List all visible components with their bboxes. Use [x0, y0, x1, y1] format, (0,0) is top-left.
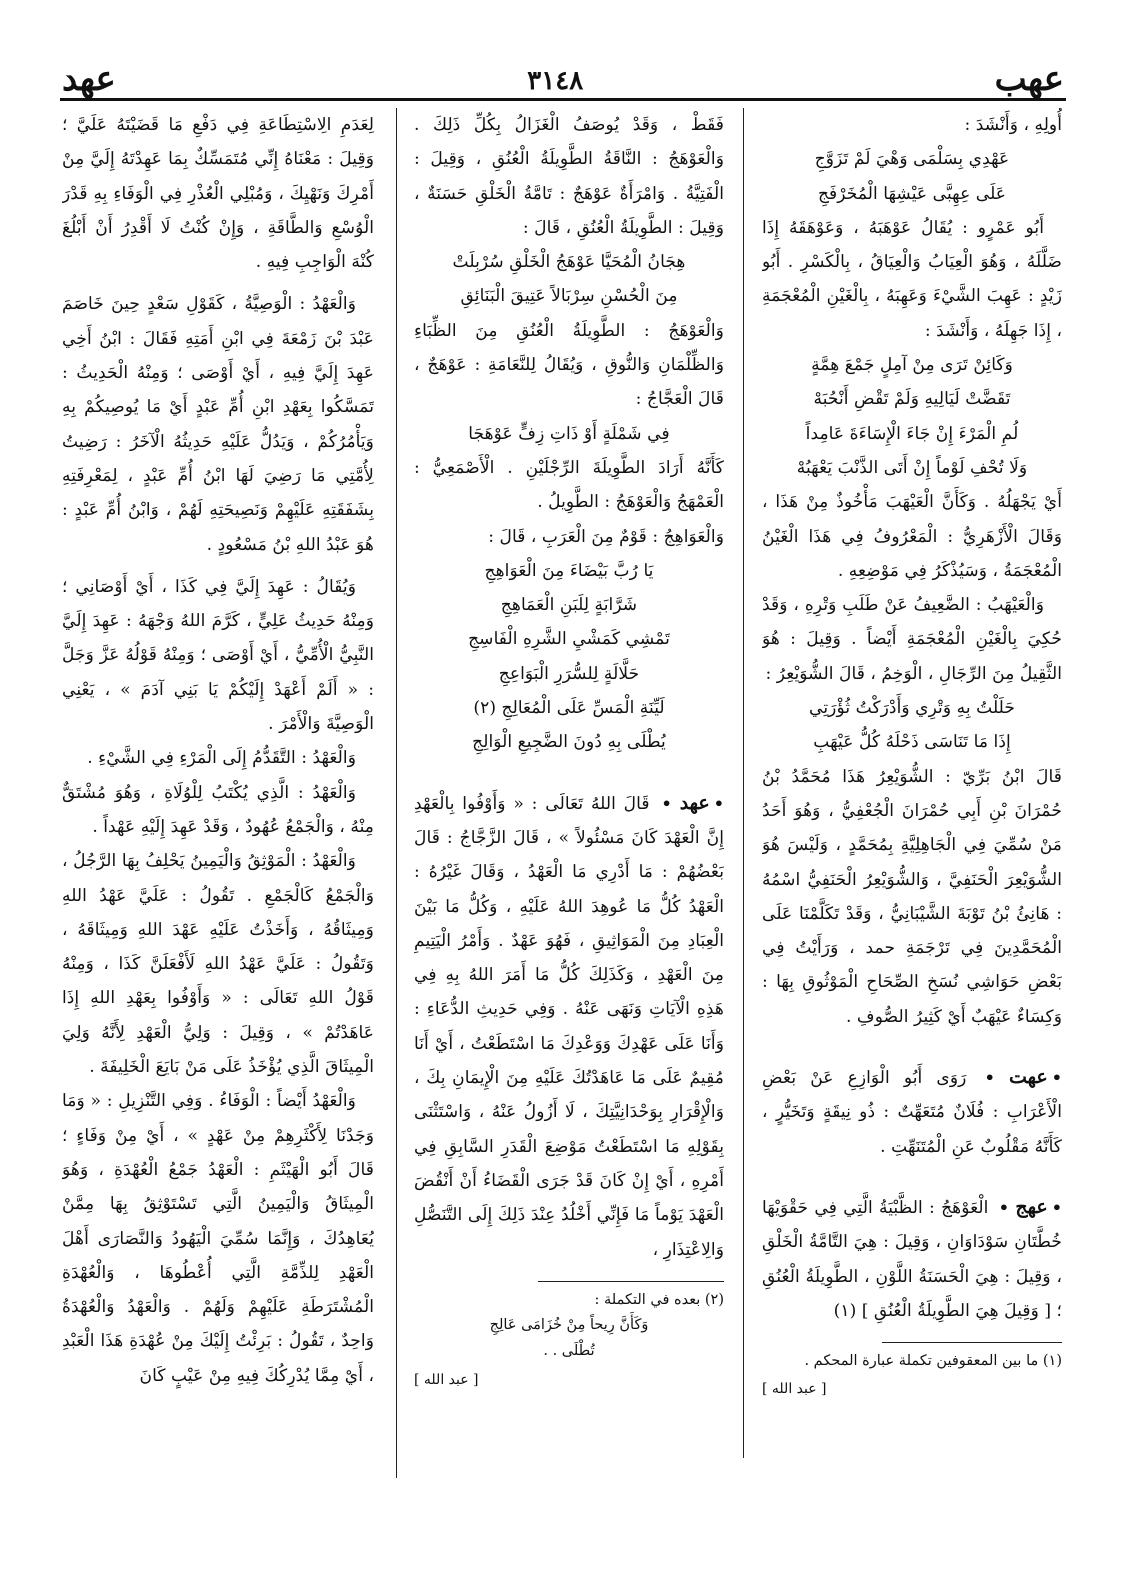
verse-line: يَا رُبَّ بَيْضَاءَ مِنَ الْعَوَاهِجِ — [484, 560, 654, 581]
entry-headword: عهج — [1015, 1195, 1048, 1218]
entry-text: قَالَ اللهُ تَعَالَى : « وَأَوْفُوا بِالْعَهْدِ إِنَّ الْعَهْدَ كَانَ مَسْئُولاً » ، قَالَ الزَّجَّاجُ : قَالَ بَعْضُهُمْ : مَا أَدْرِي مَا الْعَهْدُ ، وَقَالَ غَيْرُهُ : الْعَهْدُ كُلُّ مَا عُوهِدَ اللهُ عَلَيْهِ ، وَكُلُّ مَا بَيْنَ الْعِبَادِ مِنَ الْمَوَاثِيقِ ، فَهُوَ عَهْدٌ . وَأَمْرُ الْيَتِيمِ مِنَ الْعَهْدِ ، وَكَذَلِكَ كُلُّ مَا أَمَرَ اللهُ بِهِ فِي هَذِهِ الْآيَاتِ وَنَهَى عَنْهُ . وَفِي حَدِيثِ الدُّعَاءِ : وَأَنَا عَلَى عَهْدِكَ وَوَعْدِكَ مَا اسْتَطَعْتُ ، أَيْ أَنَا مُقِيمٌ عَلَى مَا عَاهَدْتُكَ عَلَيْهِ مِنَ الْإِيمَانِ بِكَ ، وَالْإِقْرَارِ بِوَحْدَانِيَّتِكَ ، لَا أَزُولُ عَنْهُ ، وَاسْتَثْنَى بِقَوْلِهِ مَا اسْتَطَعْتُ مَوْضِعَ الْقَدَرِ السَّابِقِ فِي أَمْرِهِ ، أَيْ إِنْ كَانَ قَدْ جَرَى الْقَضَاءُ أَنْ أَنْقُضَ الْعَهْدَ يَوْماً مَا فَإِنِّي أَخْلُدُ عِنْدَ ذَلِكَ إِلَى التَّنَصُّلِ وَالِاعْتِذَارِ ، — [414, 793, 724, 1260]
footnote: (١) ما بين المعقوفين تكملة عبارة المحكم . — [804, 1353, 1062, 1370]
verse — [414, 417, 724, 451]
editor-signature: [ عبد الله ] — [762, 1381, 827, 1398]
page-number: ٣١٤٨ — [527, 66, 584, 96]
header-right-word: عهب — [994, 59, 1064, 99]
paragraph: وَالْعَوَاهِجُ : قَوْمٌ مِنَ الْعَرَبِ ، قَالَ : — [488, 526, 724, 547]
column-left — [62, 108, 374, 1478]
dictionary-entry: •عهد • قَالَ اللهُ تَعَالَى : « وَأَوْفُوا بِالْعَهْدِ إِنَّ الْعَهْدَ كَانَ مَسْئُولاً » ، قَالَ الزَّجَّاجُ : قَالَ بَعْضُهُمْ : مَا أَدْرِي مَا الْعَهْدُ ، وَقَالَ غَيْرُهُ : الْعَهْدُ كُلُّ مَا عُوهِدَ اللهُ عَلَيْهِ ، وَكُلُّ مَا بَيْنَ الْعِبَادِ مِنَ الْمَوَاثِيقِ ، فَهُوَ عَهْدٌ . وَأَمْرُ الْيَتِيمِ مِنَ الْعَهْدِ ، وَكَذَلِكَ كُلُّ مَا أَمَرَ اللهُ بِهِ فِي هَذِهِ الْآيَاتِ وَنَهَى عَنْهُ . وَفِي حَدِيثِ الدُّعَاءِ : وَأَنَا عَلَى عَهْدِكَ وَوَعْدِكَ مَا اسْتَطَعْتُ ، أَيْ أَنَا مُقِيمٌ عَلَى مَا عَاهَدْتُكَ عَلَيْهِ مِنَ الْإِيمَانِ بِكَ ، وَالْإِقْرَارِ بِوَحْدَانِيَّتِكَ ، لَا أَزُولُ عَنْهُ ، وَاسْتَثْنَى بِقَوْلِهِ مَا اسْتَطَعْتُ مَوْضِعَ الْقَدَرِ السَّابِقِ فِي أَمْرِهِ ، أَيْ إِنْ كَانَ قَدْ جَرَى الْقَضَاءُ أَنْ أَنْقُضَ الْعَهْدَ يَوْماً مَا فَإِنِّي أَخْلُدُ عِنْدَ ذَلِكَ إِلَى التَّنَصُّلِ وَالِاعْتِذَارِ ، — [414, 791, 724, 1260]
paragraph: فَقَطْ ، وَقَدْ يُوصَفُ الْغَزَالُ بِكُلِّ ذَلِكَ . وَالْعَوْهَجُ : النَّاقَةُ الطَّوِيلَةُ الْعُنُقِ ، وَقِيلَ : الْفَتِيَّةُ . وَامْرَأَةٌ عَوْهَجٌ : تَامَّةُ الْخَلْقِ حَسَنَةٌ ، وَقِيلَ : الطَّوِيلَةُ الْعُنُقِ ، قَالَ : — [414, 115, 724, 238]
paragraph: أُولِهِ ، وَأَنْشَدَ : — [964, 115, 1062, 135]
entry-headword: عهت — [1009, 1066, 1048, 1089]
verse-line: حَلَّالَةٍ لِلسُّرَرِ الْبَوَاعِجِ — [498, 663, 640, 684]
verse-line: تَقَضَّتْ لَيَالِيهِ وَلَمْ تَقْضِ أَنْحُبَهْ — [813, 389, 1011, 410]
verse-line: وَكَائِنْ تَرَى مِنْ آمِلٍ جَمْعَ هِمَّةٍ — [811, 355, 1013, 376]
verse — [762, 142, 1062, 211]
verse-line: فِي شَمْلَةٍ أَوْ ذَاتِ زِفٍّ عَوْهَجَا — [468, 423, 670, 444]
verse-line: وَلَا تُحْفِ لَوْماً إِنْ أَتَى الذَّنْبَ يَعْهَبُهْ — [796, 457, 1028, 478]
paragraph: وَالْعَيْهَبُ : الضَّعِيفُ عَنْ طَلَبِ وَتْرِهِ ، وَقَدْ حُكِيَ بِالْغَيْنِ الْمُعْجَمَةِ أَيْضاً . وَقِيلَ : هُوَ الثَّقِيلُ مِنَ الرِّجَالِ ، الْوَخِمُ ، قَالَ الشُّوَيْعِرُ : — [762, 595, 1062, 684]
verse-line: عَلَى عِهِبَّى عَيْشِهَا الْمُخَرْفَجِ — [817, 183, 1007, 204]
paragraph: أَيْ يَجْهَلُهُ . وَكَأَنَّ الْعَيْهَبَ مَأْخُوذٌ مِنْ هَذَا ، وَقَالَ الْأَزْهَرِيُّ : الْمَعْرُوفُ فِي هَذَا الْغَيْنُ الْمُعْجَمَةُ ، وَسَيُذْكَرُ فِي مَوْضِعِهِ . — [762, 492, 1062, 581]
paragraph: أَبُو عَمْرٍو : يُقَالُ عَوْهَبَهُ ، وَعَوْهَقَهُ إِذَا ضَلَّلَهُ ، وَهُوَ الْعِيَابُ وَالْعِيَاقُ ، بِالْكَسْرِ . أَبُو زَيْدٍ : عَهِبَ الشَّيْءَ وَعَهِبَهُ ، بِالْغَيْنِ الْمُعْجَمَةِ ، إِذَا جَهِلَهُ ، وَأَنْشَدَ : — [762, 217, 1062, 341]
verse-line: عَهْدِي بِسَلْمَى وَهْيَ لَمْ تَزَوَّجِ — [814, 149, 1010, 170]
paragraph: وَالْعَهْدُ أَيْضاً : الْوَفَاءُ . وَفِي التَّنْزِيلِ : « وَمَا وَجَدْنَا لِأَكْثَرِهِمْ مِنْ عَهْدٍ » ، أَيْ مِنْ وَفَاءٍ ؛ قَالَ أَبُو الْهَيْثَمِ : الْعَهْدُ جَمْعُ الْعُهْدَةِ ، وَهُوَ الْمِيثَاقُ وَالْيَمِينُ الَّتِي تَسْتَوْثِقُ بِهَا مِمَّنْ يُعَاهِدُكَ ، وَإِنَّمَا سُمِّيَ الْيَهُودُ وَالنَّصَارَى أَهْلَ الْعَهْدِ لِلذِّمَّةِ الَّتِي أُعْطُوهَا ، وَالْعُهْدَةِ الْمُشْتَرَطَةِ عَلَيْهِمْ وَلَهُمْ . وَالْعَهْدُ وَالْعُهْدَةُ وَاحِدٌ ، تَقُولُ : بَرِئْتُ إِلَيْكَ مِنْ عُهْدَةِ هَذَا الْعَبْدِ ، أَيْ مِمَّا يُدْرِكُكَ فِيهِ مِنْ عَيْبٍ كَانَ — [62, 1091, 374, 1386]
verse-line: تَمْشِي كَمَشْيِ الشَّرِهِ الْفَاسِجِ — [468, 629, 670, 650]
column-divider-right — [743, 108, 744, 1458]
dictionary-entry: •عهت • رَوَى أَبُو الْوَازِعِ عَنْ بَعْضِ الْأَعْرَابِ : فُلَانٌ مُتَعَهِّتٌ : ذُو نِيقَةٍ وَتَخَيُّرٍ ، كَأَنَّهُ مَقْلُوبٌ عَنِ الْمُتَنَهِّتِ . — [762, 1066, 1062, 1157]
paragraph: وَالْعَهْدُ : الَّذِي يُكْتَبُ لِلْوُلَاةِ ، وَهُوَ مُشْتَقٌّ مِنْهُ ، وَالْجَمْعُ عُهُودٌ ، وَقَدْ عَهِدَ إِلَيْهِ عَهْداً . — [62, 782, 374, 837]
editor-signature: [ عبد الله ] — [414, 1371, 479, 1388]
entry-bullet: • — [713, 793, 724, 813]
verse — [762, 691, 1062, 760]
footnote: (٢) بعده في التكملة : — [594, 1291, 724, 1308]
paragraph: وَالْعَهْدُ : الْوَصِيَّةُ ، كَقَوْلِ سَعْدٍ حِينَ خَاصَمَ عَبْدَ بْنَ زَمْعَةَ فِي ابْنِ أَمَتِهِ فَقَالَ : ابْنُ أَخِي عَهِدَ إِلَيَّ فِيهِ ، أَيْ أَوْصَى ؛ وَمِنْهُ الْحَدِيثُ : تَمَسَّكُوا بِعَهْدِ ابْنِ أُمِّ عَبْدٍ أَيْ مَا يُوصِيكُمْ بِهِ وَيَأْمُرُكُمْ ، وَيَدُلُّ عَلَيْهِ حَدِيثُهُ الْآخَرُ : رَضِيتُ لِأُمَّتِي مَا رَضِيَ لَهَا ابْنُ أُمِّ عَبْدٍ ، لِمَعْرِفَتِهِ بِشَفَقَتِهِ عَلَيْهِمْ وَنَصِيحَتِهِ لَهُمْ ، وَابْنُ أُمِّ عَبْدٍ : هُوَ عَبْدُ اللهِ بْنُ مَسْعُودٍ . — [62, 294, 374, 555]
paragraph: وَالْعَهْدُ : التَّقَدُّمُ إِلَى الْمَرْءِ فِي الشَّيْءِ . — [87, 748, 356, 769]
verse-line: لَيِّنَةِ الْمَسِّ عَلَى الْمُعَالِجِ (٢) — [473, 698, 665, 719]
paragraph: وَالْعَوْهَجُ : الطَّوِيلَةُ الْعُنُقِ مِنَ الظِّبَاءِ وَالظِّلْمَانِ وَالنُّوقِ ، وَيُقَالُ لِلنَّعَامَةِ : عَوْهَجٌ ، قَالَ الْعَجَّاجُ : — [414, 320, 724, 410]
paragraph: قَالَ ابْنُ بَرِّيّ : الشُّوَيْعِرُ هَذَا مُحَمَّدُ بْنُ حُمْرَانَ بْنِ أَبِي حُمْرَانَ الْجُعْفِيُّ ، وَهُوَ أَحَدُ مَنْ سُمِّيَ فِي الْجَاهِلِيَّةِ بِمُحَمَّدٍ ، وَلَيْسَ هُوَ الشُّوَيْعِرَ الْحَنَفِيَّ ، وَالشُّوَيْعِرُ الْحَنَفِيُّ اسْمُهُ : هَانِئُ بْنُ تَوْبَةَ الشَّيْبَانِيُّ ، وَقَدْ تَكَلَّمْنَا عَلَى الْمُحَمَّدِينَ فِي تَرْجَمَةِ حمد ، وَرَأَيْتُ فِي بَعْضِ حَوَاشِي نُسَخِ الصِّحَاحِ الْمَوْثُوقِ بِهَا : وَكِسَاءٌ عَيْهَبٌ أَيْ كَثِيرُ الصُّوفِ . — [762, 766, 1062, 1027]
verse-line: لُمِ الْمَرْءَ إِنْ جَاءَ الْإِسَاءَةَ عَامِداً — [805, 423, 1019, 444]
verse — [414, 554, 724, 760]
paragraph: كَأَنَّهُ أَرَادَ الطَّوِيلَةَ الرِّجْلَيْنِ . الْأَصْمَعِيُّ : الْعَمْهَجُ وَالْعَوْهَجُ : الطَّوِيلُ . — [414, 457, 724, 513]
verse-line: شَرَّابَةٍ لِلَبَنِ الْعَمَاهِجِ — [500, 595, 638, 616]
verse — [414, 245, 724, 314]
entry-headword: عهد — [679, 791, 710, 814]
verse-line: إِذَا مَا تَنَاسَى ذَحْلَهُ كُلُّ عَيْهَبِ — [813, 732, 1011, 753]
verse-line: هِجَانُ الْمُحَيَّا عَوْهَجُ الْخَلْقِ سُرْبِلَتْ — [452, 252, 686, 273]
paragraph: وَيُقَالُ : عَهِدَ إِلَيَّ فِي كَذَا ، أَيْ أَوْصَانِي ؛ وَمِنْهُ حَدِيثُ عَلِيٍّ ، كَرَّمَ اللهُ وَجْهَهُ : عَهِدَ إِلَيَّ النَّبِيُّ الْأُمِّيُّ ، أَيْ أَوْصَى ؛ وَمِنْهُ قَوْلُهُ عَزَّ وَجَلَّ : « أَلَمْ أَعْهَدْ إِلَيْكُمْ يَا بَنِي آدَمَ » ، يَعْنِي الْوَصِيَّةَ وَالْأَمْرَ . — [62, 576, 374, 735]
footnote-rule — [538, 1281, 724, 1282]
verse-line: حَلَلْتُ بِهِ وَتْرِي وَأَدْرَكْتُ ثُؤْرَتِي — [809, 698, 1015, 719]
verse-line: يُطْلَى بِهِ دُونَ الضَّجِيعِ الْوَالِجِ — [472, 732, 666, 753]
entry-bullet: • — [1051, 1197, 1062, 1217]
entry-text: رَوَى أَبُو الْوَازِعِ عَنْ بَعْضِ الْأَعْرَابِ : فُلَانٌ مُتَعَهِّتٌ : ذُو نِيقَةٍ وَتَخَيُّرٍ ، كَأَنَّهُ مَقْلُوبٌ عَنِ الْمُتَنَهِّتِ . — [762, 1068, 1062, 1157]
dictionary-entry: •عهج • الْعَوْهَجُ : الظَّبْيَةُ الَّتِي فِي حَقْوَيْهَا خُطَّتَانِ سَوْدَاوَانِ ، وَقِيلَ : هِيَ التَّامَّةُ الْخَلْقِ ، وَقِيلَ : هِيَ الْحَسَنَةُ اللَّوْنِ ، الطَّوِيلَةُ الْعُنُقِ ؛ [ وَقِيلَ هِيَ الطَّوِيلَةُ الْعُنُقِ ] (١) — [762, 1195, 1062, 1321]
column-divider-left — [396, 108, 397, 1478]
entry-bullet: • — [1051, 1068, 1062, 1088]
page-header — [62, 52, 1064, 99]
footnote-rule — [882, 1342, 1062, 1343]
verse — [762, 348, 1062, 485]
footnote-verse: وَكَأَنَّ رِيحاً مِنْ خُزَامَى عَالِجِ — [489, 1316, 649, 1333]
paragraph: وَالْعَهْدُ : الْمَوْثِقُ وَالْيَمِينُ يَحْلِفُ بِهَا الرَّجُلُ ، وَالْجَمْعُ كَالْجَمْعِ . تَقُولُ : عَلَيَّ عَهْدُ اللهِ وَمِيثَاقُهُ ، وَأَخَذْتُ عَلَيْهِ عَهْدَ اللهِ وَمِيثَاقَهُ ، وَتَقُولُ : عَلَيَّ عَهْدُ اللهِ لَأَفْعَلَنَّ كَذَا ، وَمِنْهُ قَوْلُ اللهِ تَعَالَى : « وَأَوْفُوا بِعَهْدِ اللهِ إِذَا عَاهَدْتُمْ » ، وَقِيلَ : وَلِيُّ الْعَهْدِ لِأَنَّهُ وَلِيَ الْمِيثَاقَ الَّذِي يُؤْخَذُ عَلَى مَنْ بَايَعَ الْخَلِيفَةَ . — [62, 851, 374, 1078]
verse-line: مِنَ الْحُسْنِ سِرْبَالاً عَتِيقَ الْبَنَائِقِ — [460, 286, 678, 307]
header-left-word: عهد — [62, 59, 116, 99]
header-rule — [60, 98, 1066, 101]
paragraph: لِعَدَمِ الِاسْتِطَاعَةِ فِي دَفْعِ مَا قَضَيْتَهُ عَلَيَّ ؛ وَقِيلَ : مَعْنَاهُ إِنِّي مُتَمَسِّكٌ بِمَا عَهِدْتَهُ إِلَيَّ مِنْ أَمْرِكَ وَنَهْيِكَ ، وَمُبْلِي الْعُذْرِ فِي الْوَفَاءِ بِهِ قَدْرَ الْوُسْعِ وَالطَّاقَةِ ، وَإِنْ كُنْتُ لَا أَقْدِرُ أَنْ أَبْلُغَ كُنْهَ الْوَاجِبِ فِيهِ . — [62, 115, 374, 273]
column-middle — [414, 108, 724, 1448]
entry-text: الْعَوْهَجُ : الظَّبْيَةُ الَّتِي فِي حَقْوَيْهَا خُطَّتَانِ سَوْدَاوَانِ ، وَقِيلَ : هِيَ التَّامَّةُ الْخَلْقِ ، وَقِيلَ : هِيَ الْحَسَنَةُ اللَّوْنِ ، الطَّوِيلَةُ الْعُنُقِ ؛ [ وَقِيلَ هِيَ الطَّوِيلَةُ الْعُنُقِ ] (١) — [762, 1197, 1062, 1321]
column-right — [762, 108, 1062, 1448]
footnote-verse: تُطْلَى . . — [543, 1342, 595, 1359]
